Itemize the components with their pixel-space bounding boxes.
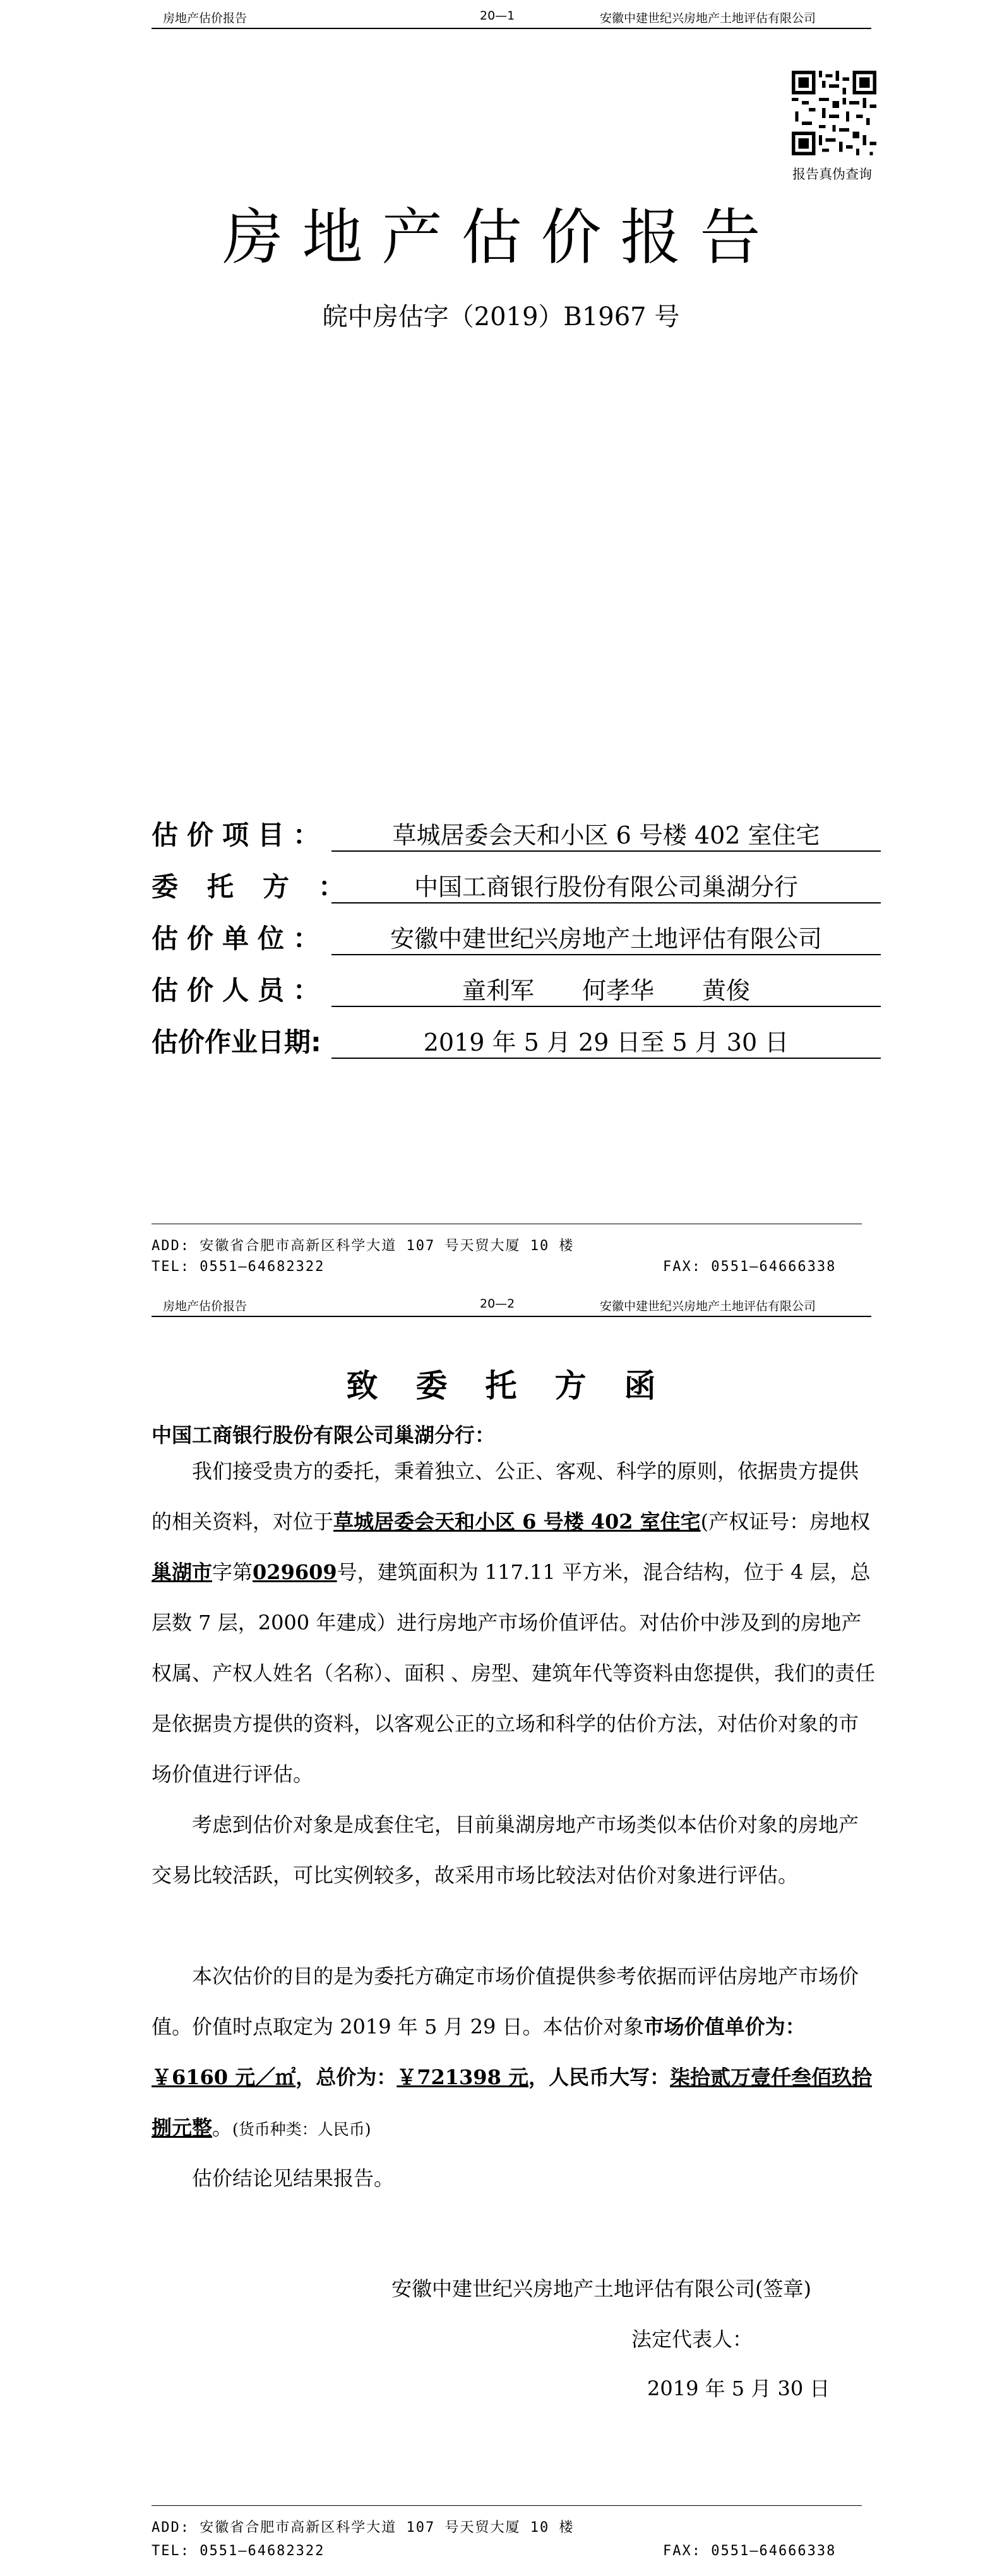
- signature-date: 2019 年 5 月 30 日: [647, 2376, 830, 2400]
- addressee: 中国工商银行股份有限公司巢湖分行：: [152, 1423, 496, 1447]
- unit-price-label: 市场价值单价为：: [643, 2015, 806, 2039]
- header-page-number: 20—1: [480, 9, 515, 23]
- field-value-work-date: 2019 年 5 月 29 日至 5 月 30 日: [331, 1023, 881, 1059]
- certificate-city: 巢湖市: [152, 1560, 213, 1584]
- rmb-upper-label: ，人民币大写：: [528, 2065, 670, 2089]
- signature-company: 安徽中建世纪兴房地产土地评估有限公司(签章): [391, 2277, 811, 2301]
- footer-rule: [152, 2505, 862, 2506]
- paragraph-2: 考虑到估价对象是成套住宅，目前巢湖房地产市场类似本估价对象的房地产交易比较活跃，可比实例较多，故采用市场比较法对估价对象进行评估。: [152, 1813, 859, 1887]
- certificate-number: 029609: [253, 1560, 337, 1584]
- field-value-appraiser-org: 安徽中建世纪兴房地产土地评估有限公司: [331, 919, 881, 955]
- para1-text-c: 字第: [212, 1560, 253, 1584]
- field-value-client: 中国工商银行股份有限公司巢湖分行: [331, 868, 881, 903]
- header-left: 房地产估价报告: [163, 1299, 248, 1313]
- total-price: ￥721398 元: [397, 2065, 528, 2089]
- footer-address: ADD: 安徽省合肥市高新区科学大道 107 号天贸大厦 10 楼: [152, 2520, 575, 2536]
- paragraph-1: [152, 1446, 878, 1799]
- total-price-label: ，总价为：: [295, 2065, 397, 2089]
- footer-tel: TEL: 0551—64682322: [152, 1259, 325, 1275]
- footer-fax: FAX: 0551—64666338: [663, 1259, 837, 1275]
- header-rule: [152, 1316, 871, 1317]
- para3-text-a: 本次估价的目的是为委托方确定市场价值提供参考依据而评估房地产市场价值。价值时点取定为 2019 年 5 月 29 日。本估价对象: [152, 1964, 859, 2039]
- paragraph-3: [152, 1951, 878, 2155]
- field-label-appraiser-org: 估价单位：: [152, 923, 329, 954]
- field-value-project: 草城居委会天和小区 6 号楼 402 室住宅: [331, 816, 881, 852]
- header-rule: [152, 28, 871, 29]
- header-right: 安徽中建世纪兴房地产土地评估有限公司: [600, 1299, 816, 1313]
- qr-caption: 报告真伪查询: [792, 167, 872, 182]
- field-label-appraisers: 估价人员：: [152, 975, 329, 1006]
- property-address: 草城居委会天和小区 6 号楼 402 室住宅: [333, 1510, 701, 1534]
- field-value-appraisers: 童利军 何孝华 黄俊: [331, 971, 881, 1007]
- currency-note: (货币种类：人民币): [232, 2120, 371, 2138]
- field-label-client: 委托方：: [152, 871, 374, 902]
- paragraph-4: 估价结论见结果报告。: [192, 2166, 395, 2190]
- footer-address: ADD: 安徽省合肥市高新区科学大道 107 号天贸大厦 10 楼: [152, 1238, 575, 1254]
- footer-fax: FAX: 0551—64666338: [663, 2543, 837, 2559]
- para1-text-a: 我们接受贵方的委托，秉着独立、公正、客观、科学的原则，依据贵方提供的相关资料，对位于: [152, 1459, 859, 1534]
- unit-price: ￥6160 元／㎡: [152, 2065, 296, 2089]
- header-page-number: 20—2: [480, 1297, 515, 1311]
- document-number: 皖中房估字（2019）B1967 号: [322, 302, 680, 331]
- rmb-upper-amount: 柒拾贰万壹仟叁佰玖拾捌元整: [152, 2065, 873, 2140]
- report-title: 房地产估价报告: [222, 202, 780, 273]
- signature-representative: 法定代表人：: [631, 2327, 753, 2351]
- field-label-project: 估价项目：: [152, 820, 329, 850]
- para3-period: 。: [212, 2116, 233, 2140]
- footer-tel: TEL: 0551—64682322: [152, 2543, 325, 2559]
- para1-text-d: 号，建筑面积为 117.11 平方米，混合结构，位于 4 层，总层数 7 层，2000 年建成）进行房地产市场价值评估。对估价中涉及到的房地产权属、产权人姓名（名称）、面积 、房型、建筑年代等资料由您提供，我们的责任是依据贵方提供的资料，以客观公正的立场和科学的估价方法，对估价对象的市场价值进行评估。: [152, 1560, 876, 1786]
- header-right: 安徽中建世纪兴房地产土地评估有限公司: [600, 11, 816, 25]
- letter-title: 致委托方函: [346, 1367, 694, 1404]
- header-left: 房地产估价报告: [163, 11, 248, 25]
- field-label-work-date: 估价作业日期:: [152, 1027, 321, 1058]
- para1-text-b: (产权证号：房地权: [700, 1510, 871, 1534]
- qr-code-icon[interactable]: [792, 71, 876, 155]
